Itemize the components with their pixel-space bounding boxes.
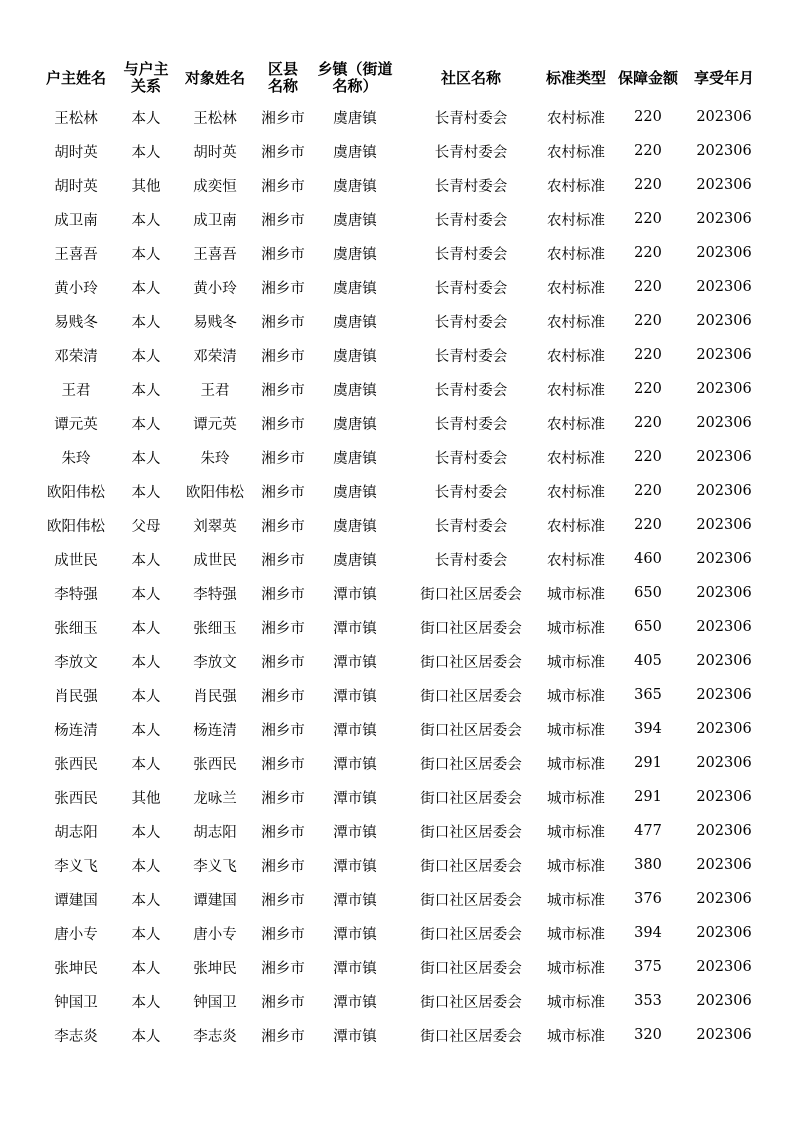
cell-amount: 405 [634,653,662,669]
cell-county: 湘乡市 [261,450,305,467]
cell-township: 潭市镇 [333,1028,377,1045]
cell-householder-name: 胡志阳 [54,824,98,841]
cell-recipient-name: 王喜吾 [193,246,237,263]
cell-community: 长青村委会 [434,280,508,297]
cell-recipient-name: 李志炎 [193,1028,237,1045]
cell-county: 湘乡市 [261,688,305,705]
cell-period: 202306 [696,857,752,873]
cell-period: 202306 [696,585,752,601]
cell-amount: 365 [634,687,662,703]
cell-householder-name: 欧阳伟松 [47,484,105,501]
table-row [32,168,764,202]
cell-township: 潭市镇 [333,756,377,773]
cell-relation: 本人 [131,586,161,603]
cell-amount: 394 [634,925,662,941]
table-row [32,270,764,304]
table-row [32,406,764,440]
cell-relation: 本人 [131,858,161,875]
cell-householder-name: 谭元英 [54,416,98,433]
cell-householder-name: 张坤民 [54,960,98,977]
cell-county: 湘乡市 [261,348,305,365]
cell-township: 虞唐镇 [333,552,377,569]
cell-relation: 本人 [131,552,161,569]
cell-relation: 本人 [131,688,161,705]
cell-householder-name: 张西民 [54,790,98,807]
cell-period: 202306 [696,959,752,975]
cell-recipient-name: 胡志阳 [193,824,237,841]
cell-recipient-name: 钟国卫 [193,994,237,1011]
cell-county: 湘乡市 [261,926,305,943]
cell-relation: 父母 [131,518,161,535]
cell-relation: 本人 [131,994,161,1011]
table-row [32,236,764,270]
cell-standard-type: 城市标准 [547,620,605,637]
cell-community: 长青村委会 [434,314,508,331]
cell-householder-name: 张细玉 [54,620,98,637]
cell-township: 潭市镇 [333,926,377,943]
cell-county: 湘乡市 [261,416,305,433]
cell-amount: 220 [634,109,662,125]
cell-township: 潭市镇 [333,824,377,841]
cell-community: 长青村委会 [434,144,508,161]
cell-period: 202306 [696,517,752,533]
cell-relation: 本人 [131,654,161,671]
cell-township: 虞唐镇 [333,280,377,297]
cell-recipient-name: 张细玉 [193,620,237,637]
cell-period: 202306 [696,483,752,499]
cell-township: 虞唐镇 [333,382,377,399]
cell-county: 湘乡市 [261,824,305,841]
table-body [32,100,764,1052]
cell-township: 虞唐镇 [333,484,377,501]
cell-householder-name: 邓荣清 [54,348,98,365]
cell-recipient-name: 张坤民 [193,960,237,977]
cell-relation: 本人 [131,722,161,739]
cell-community: 长青村委会 [434,178,508,195]
table-row [32,542,764,576]
table-row [32,440,764,474]
cell-township: 潭市镇 [333,688,377,705]
cell-recipient-name: 王君 [200,382,230,399]
cell-recipient-name: 谭建国 [193,892,237,909]
cell-county: 湘乡市 [261,552,305,569]
cell-amount: 353 [634,993,662,1009]
cell-community: 街口社区居委会 [420,960,522,977]
table-row [32,474,764,508]
cell-township: 潭市镇 [333,994,377,1011]
cell-recipient-name: 成世民 [193,552,237,569]
cell-township: 潭市镇 [333,892,377,909]
cell-township: 虞唐镇 [333,416,377,433]
cell-recipient-name: 易贱冬 [193,314,237,331]
cell-amount: 380 [634,857,662,873]
cell-relation: 本人 [131,450,161,467]
cell-householder-name: 李放文 [54,654,98,671]
cell-householder-name: 李义飞 [54,858,98,875]
cell-relation: 本人 [131,960,161,977]
cell-community: 街口社区居委会 [420,824,522,841]
cell-relation: 本人 [131,756,161,773]
cell-recipient-name: 刘翠英 [193,518,237,535]
table-row [32,576,764,610]
cell-standard-type: 城市标准 [547,722,605,739]
column-header-householder-name: 户主姓名 [45,68,106,87]
cell-county: 湘乡市 [261,586,305,603]
cell-period: 202306 [696,993,752,1009]
cell-householder-name: 唐小专 [54,926,98,943]
cell-recipient-name: 龙咏兰 [193,790,237,807]
cell-recipient-name: 唐小专 [193,926,237,943]
cell-community: 长青村委会 [434,416,508,433]
cell-period: 202306 [696,755,752,771]
cell-amount: 376 [634,891,662,907]
cell-standard-type: 城市标准 [547,1028,605,1045]
cell-community: 长青村委会 [434,552,508,569]
cell-standard-type: 农村标准 [547,416,605,433]
cell-township: 虞唐镇 [333,212,377,229]
column-header-standard-type: 标准类型 [545,68,606,87]
cell-community: 街口社区居委会 [420,586,522,603]
cell-recipient-name: 张西民 [193,756,237,773]
cell-amount: 220 [634,143,662,159]
cell-township: 潭市镇 [333,858,377,875]
cell-community: 街口社区居委会 [420,790,522,807]
cell-county: 湘乡市 [261,178,305,195]
cell-period: 202306 [696,823,752,839]
cell-relation: 本人 [131,620,161,637]
cell-county: 湘乡市 [261,620,305,637]
cell-county: 湘乡市 [261,960,305,977]
cell-standard-type: 城市标准 [547,586,605,603]
cell-householder-name: 王松林 [54,110,98,127]
cell-householder-name: 胡时英 [54,178,98,195]
cell-householder-name: 黄小玲 [54,280,98,297]
cell-period: 202306 [696,109,752,125]
cell-community: 长青村委会 [434,246,508,263]
cell-county: 湘乡市 [261,1028,305,1045]
cell-amount: 220 [634,211,662,227]
cell-standard-type: 农村标准 [547,450,605,467]
cell-recipient-name: 成卫南 [193,212,237,229]
table-row [32,1018,764,1052]
cell-community: 长青村委会 [434,382,508,399]
cell-standard-type: 农村标准 [547,314,605,331]
cell-householder-name: 成卫南 [54,212,98,229]
cell-period: 202306 [696,211,752,227]
cell-amount: 375 [634,959,662,975]
cell-recipient-name: 黄小玲 [193,280,237,297]
cell-householder-name: 李志炎 [54,1028,98,1045]
table-row [32,134,764,168]
cell-county: 湘乡市 [261,892,305,909]
cell-amount: 220 [634,177,662,193]
cell-community: 街口社区居委会 [420,858,522,875]
cell-recipient-name: 杨连清 [193,722,237,739]
cell-standard-type: 农村标准 [547,144,605,161]
cell-householder-name: 王君 [61,382,91,399]
cell-amount: 650 [634,619,662,635]
cell-county: 湘乡市 [261,654,305,671]
table-row [32,984,764,1018]
cell-community: 长青村委会 [434,484,508,501]
cell-community: 街口社区居委会 [420,926,522,943]
cell-standard-type: 农村标准 [547,246,605,263]
cell-county: 湘乡市 [261,994,305,1011]
cell-community: 长青村委会 [434,348,508,365]
table-row [32,304,764,338]
cell-relation: 本人 [131,1028,161,1045]
cell-standard-type: 城市标准 [547,688,605,705]
table-row [32,882,764,916]
cell-standard-type: 城市标准 [547,790,605,807]
table-row [32,644,764,678]
cell-householder-name: 胡时英 [54,144,98,161]
cell-amount: 291 [634,755,662,771]
cell-county: 湘乡市 [261,280,305,297]
cell-period: 202306 [696,925,752,941]
table-row [32,848,764,882]
cell-township: 潭市镇 [333,586,377,603]
table-row [32,746,764,780]
cell-community: 街口社区居委会 [420,722,522,739]
cell-householder-name: 王喜吾 [54,246,98,263]
cell-community: 长青村委会 [434,450,508,467]
cell-amount: 220 [634,381,662,397]
cell-period: 202306 [696,551,752,567]
cell-householder-name: 易贱冬 [54,314,98,331]
cell-standard-type: 农村标准 [547,484,605,501]
cell-recipient-name: 谭元英 [193,416,237,433]
cell-recipient-name: 李义飞 [193,858,237,875]
cell-standard-type: 农村标准 [547,348,605,365]
cell-relation: 本人 [131,416,161,433]
cell-period: 202306 [696,687,752,703]
cell-county: 湘乡市 [261,790,305,807]
cell-relation: 本人 [131,144,161,161]
cell-recipient-name: 胡时英 [193,144,237,161]
cell-householder-name: 成世民 [54,552,98,569]
cell-relation: 本人 [131,280,161,297]
cell-amount: 220 [634,517,662,533]
cell-recipient-name: 朱玲 [200,450,230,467]
cell-township: 潭市镇 [333,722,377,739]
table-row [32,610,764,644]
cell-relation: 本人 [131,382,161,399]
cell-community: 街口社区居委会 [420,620,522,637]
cell-amount: 220 [634,347,662,363]
cell-standard-type: 农村标准 [547,518,605,535]
cell-community: 长青村委会 [434,212,508,229]
relief-recipients-table [32,56,764,1052]
cell-relation: 本人 [131,348,161,365]
cell-standard-type: 农村标准 [547,280,605,297]
cell-period: 202306 [696,347,752,363]
cell-period: 202306 [696,789,752,805]
cell-county: 湘乡市 [261,246,305,263]
cell-township: 虞唐镇 [333,110,377,127]
column-header-county: 区县 名称 [267,60,298,95]
cell-period: 202306 [696,449,752,465]
cell-standard-type: 农村标准 [547,178,605,195]
document-page [32,56,764,1052]
table-row [32,202,764,236]
cell-householder-name: 张西民 [54,756,98,773]
cell-township: 虞唐镇 [333,450,377,467]
cell-amount: 460 [634,551,662,567]
cell-amount: 220 [634,483,662,499]
cell-recipient-name: 肖民强 [193,688,237,705]
cell-recipient-name: 李放文 [193,654,237,671]
table-row [32,100,764,134]
cell-period: 202306 [696,143,752,159]
cell-period: 202306 [696,279,752,295]
cell-relation: 本人 [131,212,161,229]
cell-township: 潭市镇 [333,790,377,807]
cell-relation: 本人 [131,892,161,909]
cell-period: 202306 [696,177,752,193]
cell-county: 湘乡市 [261,144,305,161]
cell-standard-type: 城市标准 [547,892,605,909]
column-header-amount: 保障金额 [617,68,678,87]
cell-community: 长青村委会 [434,110,508,127]
cell-period: 202306 [696,891,752,907]
cell-community: 街口社区居委会 [420,756,522,773]
cell-standard-type: 城市标准 [547,654,605,671]
cell-amount: 220 [634,415,662,431]
cell-standard-type: 农村标准 [547,110,605,127]
cell-standard-type: 农村标准 [547,212,605,229]
cell-relation: 其他 [131,178,161,195]
cell-township: 虞唐镇 [333,144,377,161]
cell-amount: 220 [634,245,662,261]
cell-householder-name: 李特强 [54,586,98,603]
table-row [32,372,764,406]
cell-county: 湘乡市 [261,484,305,501]
cell-standard-type: 城市标准 [547,858,605,875]
cell-community: 长青村委会 [434,518,508,535]
cell-period: 202306 [696,653,752,669]
cell-period: 202306 [696,381,752,397]
cell-township: 潭市镇 [333,620,377,637]
cell-township: 虞唐镇 [333,246,377,263]
cell-householder-name: 欧阳伟松 [47,518,105,535]
cell-county: 湘乡市 [261,212,305,229]
table-header-row [32,56,764,100]
cell-standard-type: 农村标准 [547,552,605,569]
cell-amount: 477 [634,823,662,839]
cell-township: 虞唐镇 [333,178,377,195]
cell-householder-name: 朱玲 [61,450,91,467]
column-header-period: 享受年月 [693,68,754,87]
cell-period: 202306 [696,245,752,261]
cell-amount: 320 [634,1027,662,1043]
cell-householder-name: 肖民强 [54,688,98,705]
table-row [32,508,764,542]
cell-period: 202306 [696,619,752,635]
cell-standard-type: 城市标准 [547,824,605,841]
cell-community: 街口社区居委会 [420,994,522,1011]
table-row [32,814,764,848]
cell-county: 湘乡市 [261,756,305,773]
cell-amount: 220 [634,449,662,465]
cell-relation: 本人 [131,926,161,943]
column-header-community: 社区名称 [440,68,501,87]
cell-period: 202306 [696,721,752,737]
cell-amount: 394 [634,721,662,737]
table-row [32,950,764,984]
column-header-township: 乡镇（街道 名称） [317,60,393,95]
cell-county: 湘乡市 [261,314,305,331]
cell-relation: 本人 [131,824,161,841]
cell-period: 202306 [696,1027,752,1043]
cell-recipient-name: 李特强 [193,586,237,603]
cell-recipient-name: 邓荣清 [193,348,237,365]
cell-standard-type: 农村标准 [547,382,605,399]
cell-relation: 本人 [131,484,161,501]
cell-community: 街口社区居委会 [420,688,522,705]
cell-period: 202306 [696,415,752,431]
cell-householder-name: 杨连清 [54,722,98,739]
cell-county: 湘乡市 [261,110,305,127]
cell-community: 街口社区居委会 [420,1028,522,1045]
cell-recipient-name: 成奕恒 [193,178,237,195]
cell-amount: 220 [634,313,662,329]
cell-relation: 本人 [131,246,161,263]
column-header-relation: 与户主 关系 [123,60,169,95]
table-row [32,780,764,814]
cell-community: 街口社区居委会 [420,892,522,909]
table-row [32,712,764,746]
cell-amount: 291 [634,789,662,805]
cell-standard-type: 城市标准 [547,960,605,977]
cell-recipient-name: 王松林 [193,110,237,127]
cell-community: 街口社区居委会 [420,654,522,671]
cell-period: 202306 [696,313,752,329]
cell-relation: 本人 [131,314,161,331]
cell-amount: 220 [634,279,662,295]
cell-township: 虞唐镇 [333,518,377,535]
table-row [32,678,764,712]
cell-amount: 650 [634,585,662,601]
cell-township: 虞唐镇 [333,348,377,365]
cell-relation: 其他 [131,790,161,807]
table-row [32,916,764,950]
cell-township: 虞唐镇 [333,314,377,331]
cell-householder-name: 谭建国 [54,892,98,909]
cell-standard-type: 城市标准 [547,756,605,773]
cell-county: 湘乡市 [261,382,305,399]
cell-township: 潭市镇 [333,960,377,977]
cell-householder-name: 钟国卫 [54,994,98,1011]
column-header-recipient-name: 对象姓名 [184,68,245,87]
cell-county: 湘乡市 [261,518,305,535]
table-row [32,338,764,372]
cell-relation: 本人 [131,110,161,127]
cell-township: 潭市镇 [333,654,377,671]
cell-county: 湘乡市 [261,858,305,875]
cell-standard-type: 城市标准 [547,926,605,943]
cell-recipient-name: 欧阳伟松 [186,484,244,501]
cell-standard-type: 城市标准 [547,994,605,1011]
cell-county: 湘乡市 [261,722,305,739]
